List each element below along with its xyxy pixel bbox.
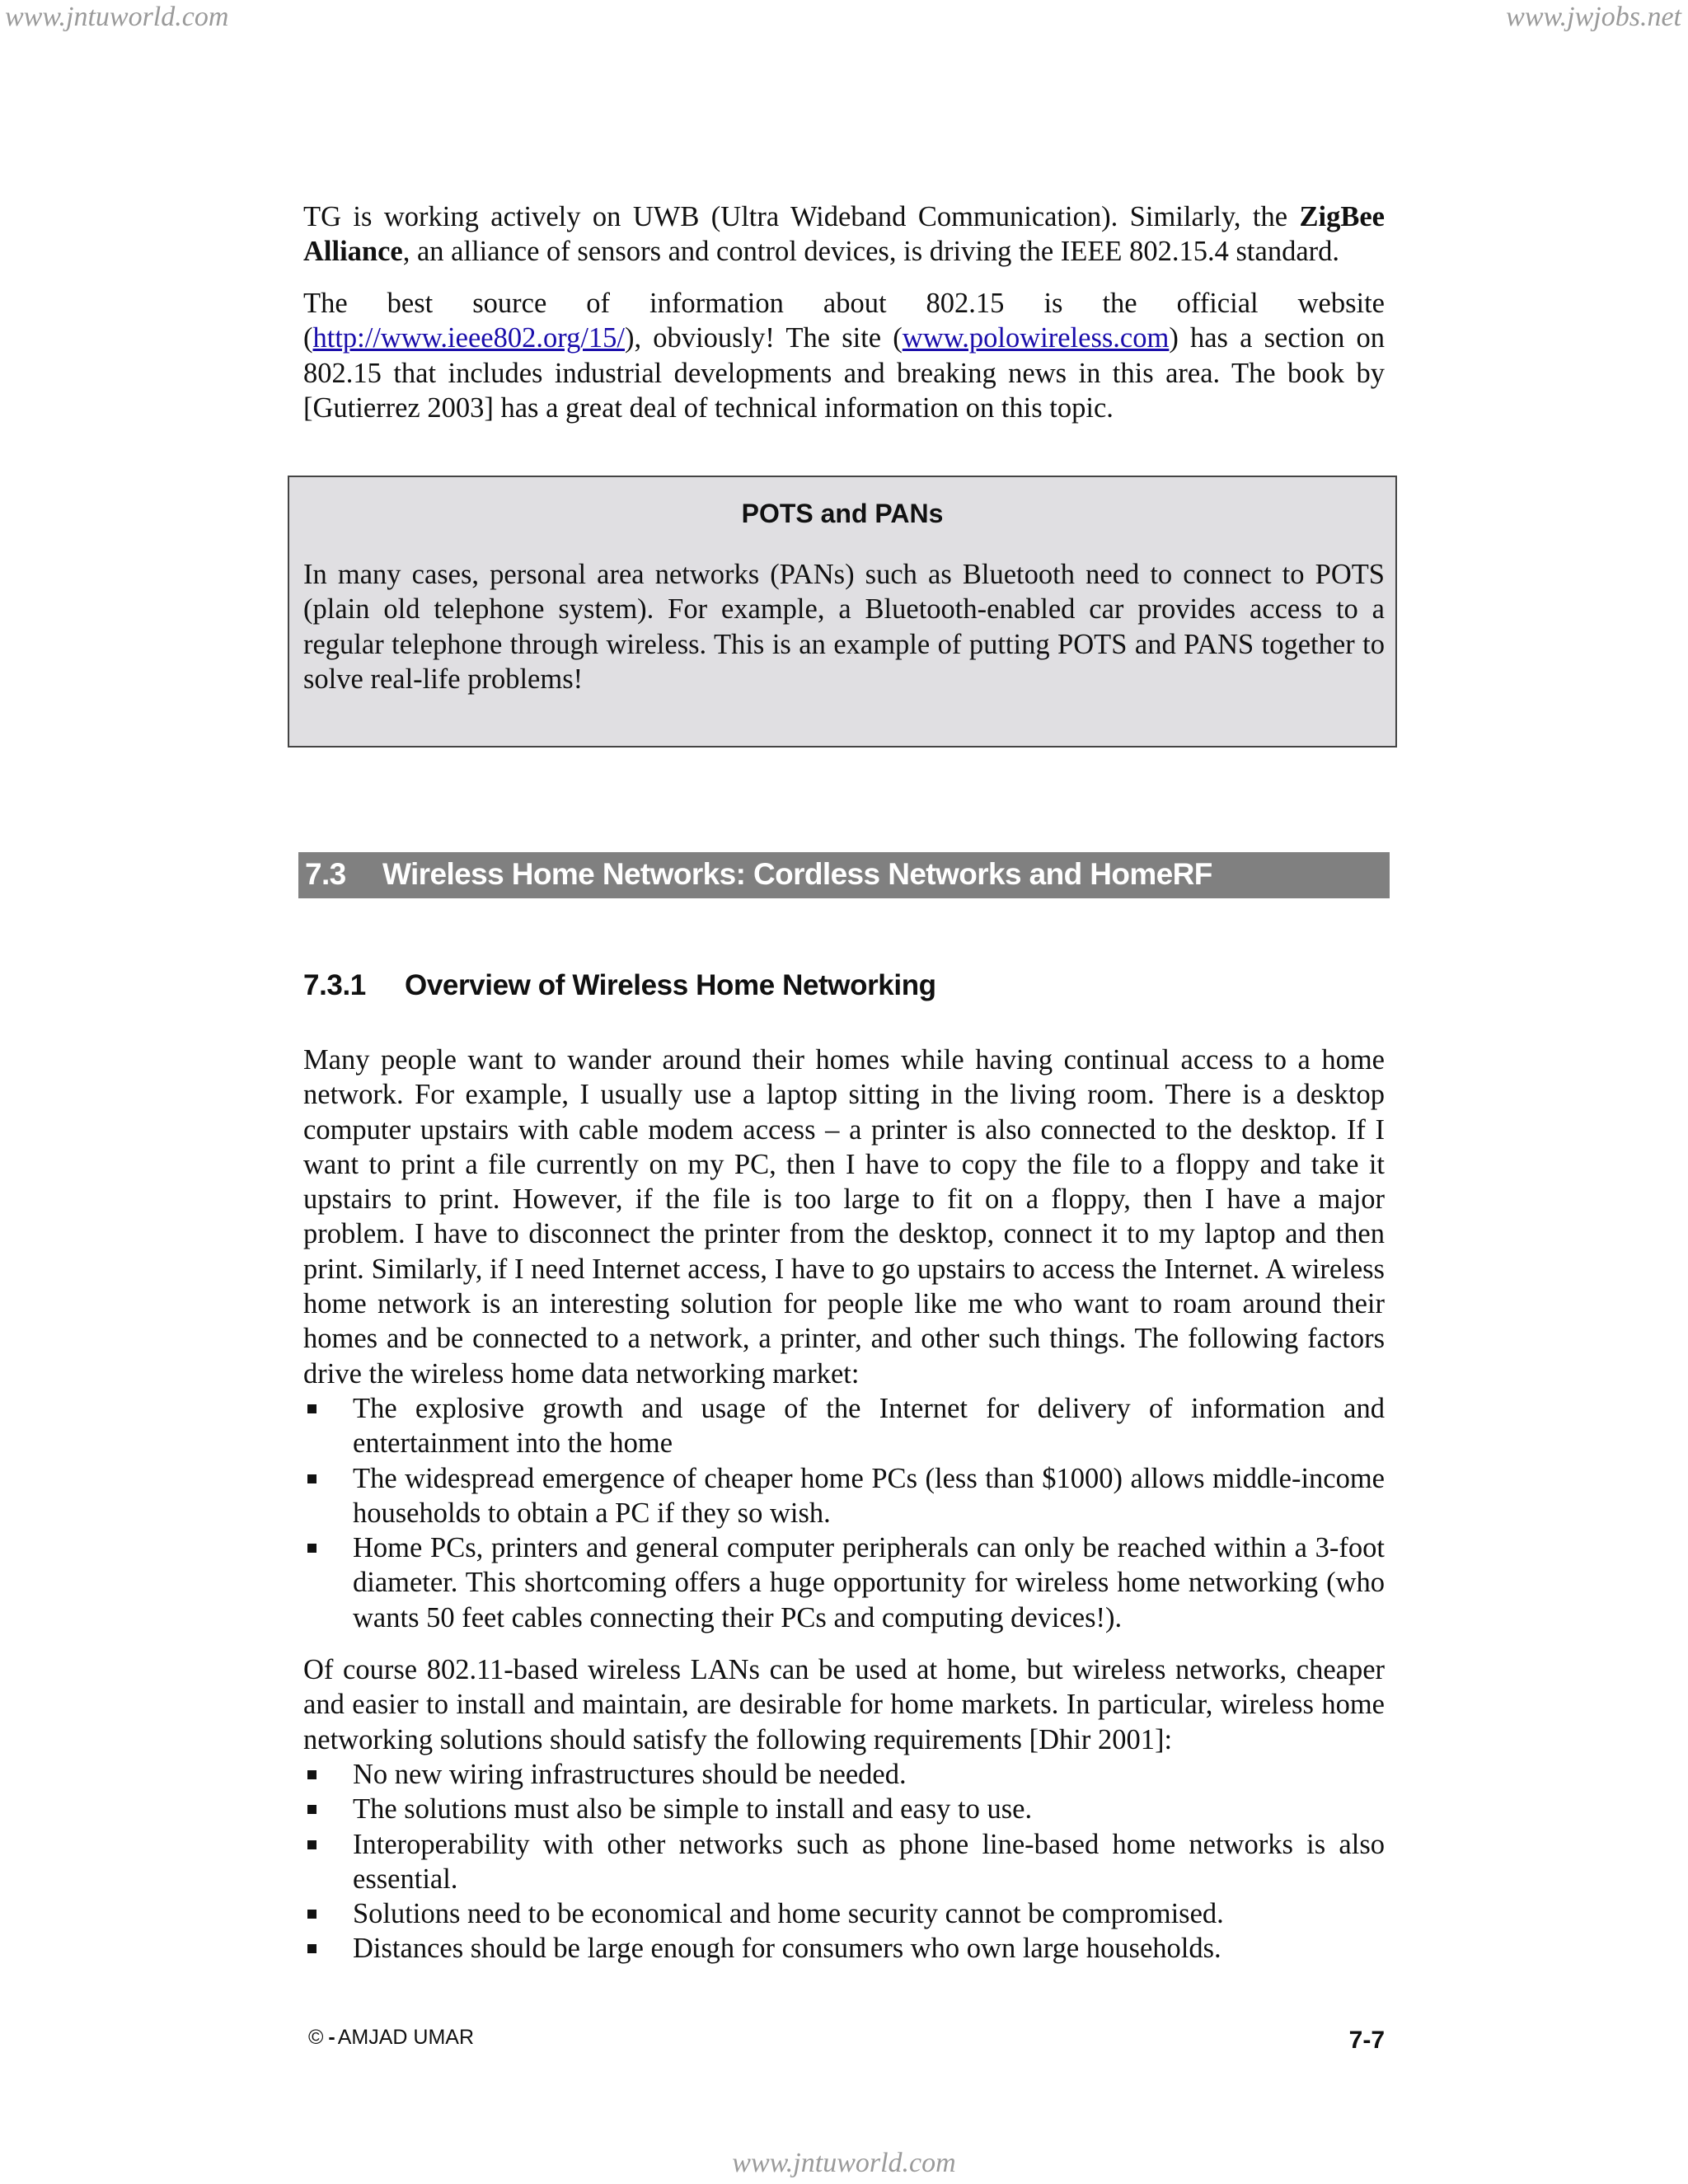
list-item: [303, 1792, 1385, 1826]
list-item-text: Solutions need to be economical and home security cannot be compromised.: [353, 1898, 1224, 1930]
section-heading: [305, 857, 1212, 892]
bullet-square-icon: [307, 1805, 316, 1814]
ieee802-link[interactable]: http://www.ieee802.org/15/: [312, 322, 625, 354]
list-item-text: The solutions must also be simple to install and easy to use.: [353, 1793, 1033, 1825]
list-item: [303, 1461, 1385, 1531]
bullet-square-icon: [307, 1944, 316, 1953]
intro-paragraph: [303, 199, 1385, 269]
requirements-list: [303, 1757, 1385, 1966]
list-item: [303, 1896, 1385, 1931]
list-item-text: Interoperability with other networks such as phone line-based home networks is also essential.: [353, 1828, 1385, 1895]
list-item-text: No new wiring infrastructures should be needed.: [353, 1759, 907, 1790]
zigbee-alliance-bold: ZigBee Alliance: [303, 201, 1385, 268]
list-item-text: Home PCs, printers and general computer peripherals can only be reached within a 3-foot diameter. This shortcoming offers a huge opportunity for wireless home networking (who wants 50 feet cables connecting their PCs and computing devices!).: [353, 1532, 1385, 1633]
section-heading-bar: [298, 852, 1390, 898]
subsection-number: 7.3.1: [303, 969, 366, 1001]
bullet-square-icon: [307, 1544, 316, 1553]
sources-text-3: ) has a section on 802.15 that includes industrial developments and breaking news in this area. The book by [Gutierrez 2003] has a great deal of technical information on this topic.: [303, 322, 1385, 424]
polowireless-link[interactable]: www.polowireless.com: [902, 322, 1170, 354]
list-item: [303, 1391, 1385, 1461]
list-item-text: The widespread emergence of cheaper home PCs (less than $1000) allows middle-income households to obtain a PC if they so wish.: [353, 1462, 1385, 1529]
market-factors-list: [303, 1391, 1385, 1635]
copyright-icon: ©: [308, 2026, 324, 2049]
footer-copyright: [308, 2026, 474, 2050]
requirements-paragraph: Of course 802.11-based wireless LANs can be used at home, but wireless networks, cheaper and easier to install and maintain, are desirable for home markets. In particular, wireless home networking solutions should satisfy the following requirements [Dhir 2001]:: [303, 1654, 1385, 1755]
footer-author: AMJAD UMAR: [337, 2026, 475, 2049]
sidebar-text: In many cases, personal area networks (PANs) such as Bluetooth need to connect to POTS (plain old telephone system). For example, a Bluetooth-enabled car provides access to a regular telephone through wireless. This is an example of putting POTS and PANS together to solve real-life problems!: [303, 559, 1385, 695]
list-item: [303, 1827, 1385, 1897]
watermark-top-right: www.jwjobs.net: [1506, 2, 1681, 32]
intro-text-1: TG is working actively on UWB (Ultra Wideband Communication). Similarly, the: [303, 201, 1300, 232]
section-number: 7.3: [305, 857, 346, 891]
bullet-square-icon: [307, 1910, 316, 1919]
overview-paragraph: Many people want to wander around their homes while having continual access to a home network. For example, I usually use a laptop sitting in the living room. There is a desktop computer upstairs with cable modem access – a printer is also connected to the desktop. If I want to print a file currently on my PC, then I have to copy the file to a floppy and take it upstairs to print. However, if the file is too large to fit on a floppy, then I have a major problem. I have to disconnect the printer from the desktop, connect it to my laptop and then print. Similarly, if I need Internet access, I have to go upstairs to access the Internet. A wireless home network is an interesting solution for people like me who want to roam around their homes and be connected to a network, a printer, and other such things. The following factors drive the wireless home data networking market:: [303, 1044, 1385, 1390]
bullet-square-icon: [307, 1840, 316, 1849]
page-number: 7-7: [1348, 2027, 1385, 2054]
watermark-top-left: www.jntuworld.com: [5, 2, 229, 32]
list-item-text: The explosive growth and usage of the Internet for delivery of information and entertainment into the home: [353, 1393, 1385, 1460]
sources-paragraph: [303, 286, 1385, 425]
watermark-bottom: www.jntuworld.com: [732, 2148, 956, 2178]
sidebar-title: POTS and PANs: [741, 499, 944, 528]
bullet-square-icon: [307, 1474, 316, 1483]
list-item: [303, 1530, 1385, 1635]
section-title: Wireless Home Networks: Cordless Networks and HomeRF: [382, 857, 1212, 891]
footer-dash: -: [328, 2026, 335, 2049]
list-item: [303, 1931, 1385, 1966]
subsection-title: Overview of Wireless Home Networking: [405, 969, 936, 1001]
sources-text-1: The best source of information about 802.15 is the official website (: [303, 288, 1385, 354]
subsection-heading: [303, 969, 936, 1002]
pots-sidebar-box: [288, 476, 1397, 748]
list-item: [303, 1757, 1385, 1792]
sources-text-2: ), obviously! The site (: [625, 322, 903, 354]
intro-text-2: , an alliance of sensors and control devices, is driving the IEEE 802.15.4 standard.: [402, 236, 1340, 268]
list-item-text: Distances should be large enough for consumers who own large households.: [353, 1933, 1221, 1965]
bullet-square-icon: [307, 1404, 316, 1413]
bullet-square-icon: [307, 1770, 316, 1779]
